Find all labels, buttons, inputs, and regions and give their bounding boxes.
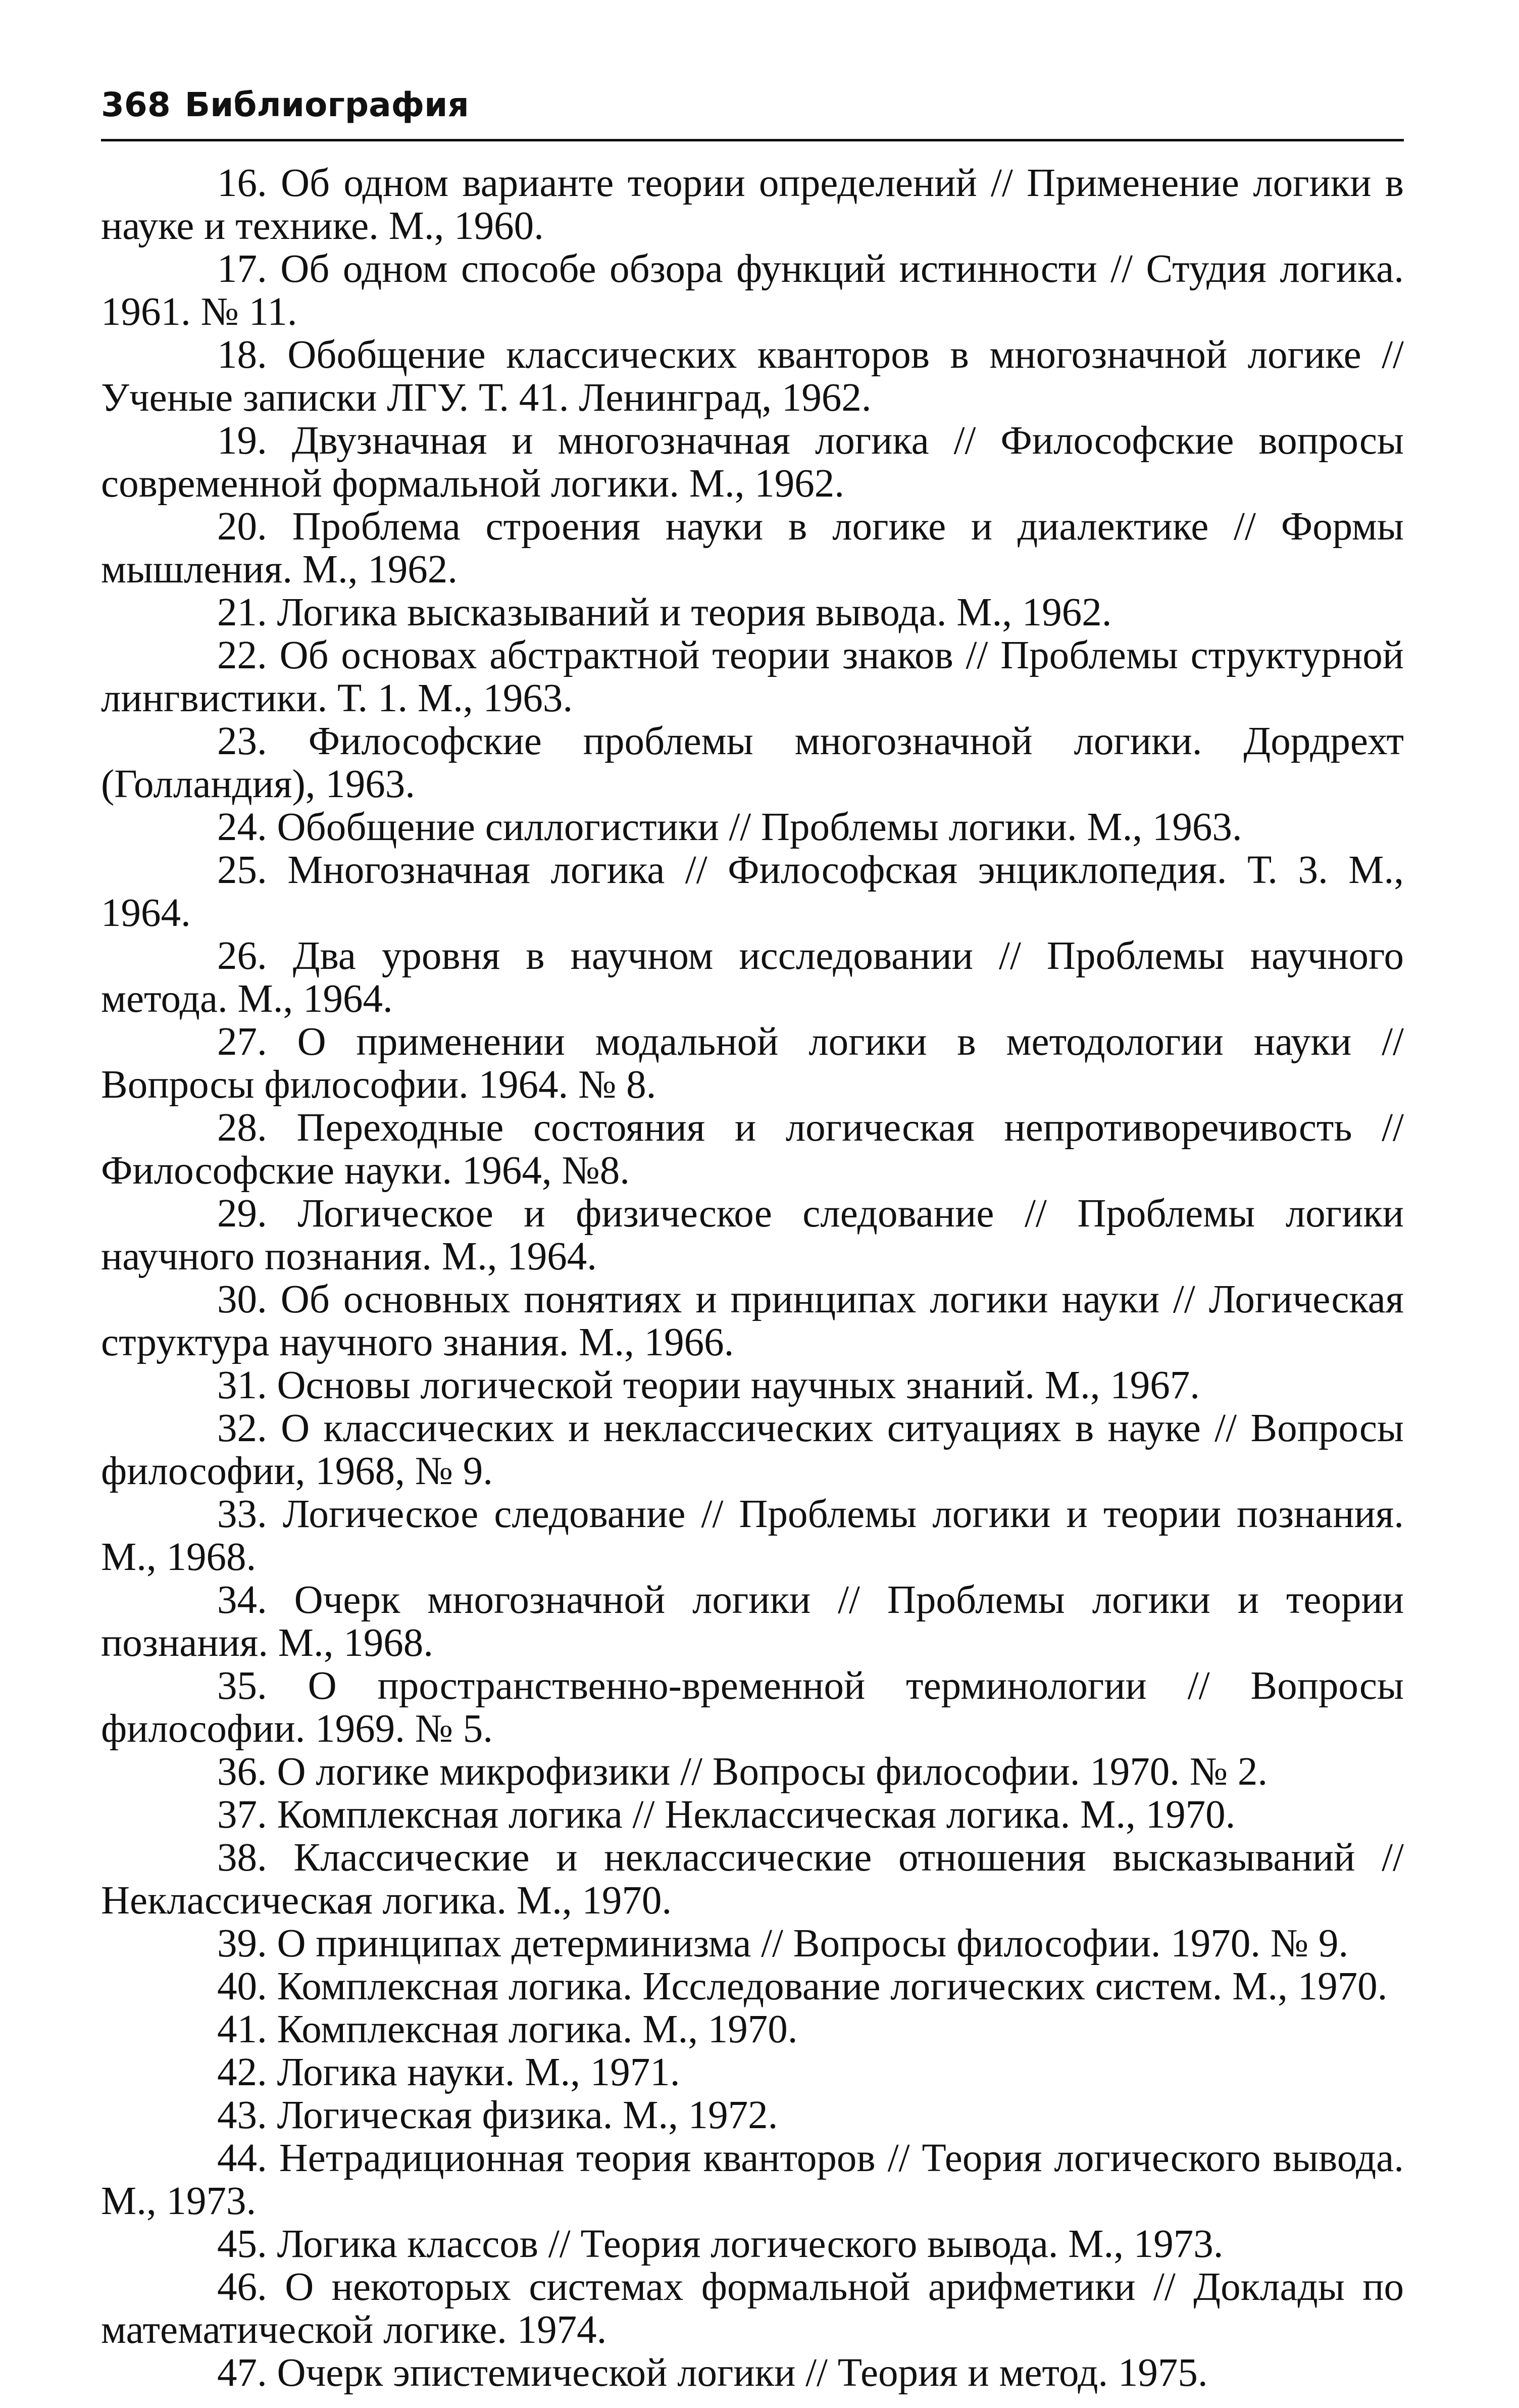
bibliography-entry: 21. Логика высказываний и теория вывода. М., 1962. — [217, 591, 1112, 634]
bibliography-entry: 18. Обобщение классических кванторов в многозначной логике // Ученые записки ЛГУ. Т. 41. Ленинград, 1962. — [101, 333, 1404, 420]
bibliography-entry: 40. Комплексная логика. Исследование логических систем. М., 1970. — [217, 1964, 1388, 2008]
bibliography-entry: 43. Логическая физика. М., 1972. — [217, 2093, 778, 2137]
page-number: 368 — [101, 85, 171, 124]
bibliography-entry: 28. Переходные состояния и логическая непротиворечивость // Философские науки. 1964, №8. — [101, 1106, 1404, 1193]
bibliography-entry: 17. Об одном способе обзора функций истинности // Студия логика. 1961. № 11. — [101, 247, 1404, 334]
bibliography-entry: 34. Очерк многозначной логики // Проблемы логики и теории познания. М., 1968. — [101, 1578, 1404, 1665]
bibliography-entry: 47. Очерк эпистемической логики // Теория и метод. 1975. — [217, 2351, 1208, 2395]
section-title: Библиография — [184, 85, 469, 124]
bibliography-entry: 39. О принципах детерминизма // Вопросы философии. 1970. № 9. — [217, 1922, 1349, 1965]
bibliography-entry: 26. Два уровня в научном исследовании // Проблемы научного метода. М., 1964. — [101, 934, 1404, 1021]
bibliography-entry: 37. Комплексная логика // Неклассическая логика. М., 1970. — [217, 1793, 1236, 1837]
bibliography-entry: 31. Основы логической теории научных знаний. М., 1967. — [217, 1363, 1200, 1407]
bibliography-entry: 46. О некоторых системах формальной арифметики // Доклады по математической логике. 1974. — [101, 2265, 1404, 2352]
bibliography-entry: 16. Об одном варианте теории определений // Применение логики в науке и технике. М., 1960. — [101, 161, 1404, 248]
bibliography-entry: 20. Проблема строения науки в логике и диалектике // Формы мышления. М., 1962. — [101, 505, 1404, 592]
bibliography-entry: 30. Об основных понятиях и принципах логики науки // Логическая структура научного знания. М., 1966. — [101, 1277, 1404, 1364]
bibliography-entry: 44. Нетрадиционная теория кванторов // Теория логического вывода. М., 1973. — [101, 2136, 1404, 2223]
bibliography-entry: 25. Многозначная логика // Философская энциклопедия. Т. 3. М., 1964. — [101, 848, 1404, 935]
running-head — [101, 85, 1404, 141]
bibliography-entry: 27. О применении модальной логики в методологии науки // Вопросы философии. 1964. № 8. — [101, 1020, 1404, 1107]
bibliography-entry: 32. О классических и неклассических ситуациях в науке // Вопросы философии, 1968, № 9. — [101, 1406, 1404, 1493]
bibliography-entry: 33. Логическое следование // Проблемы логики и теории познания. М., 1968. — [101, 1492, 1404, 1579]
bibliography-entry: 24. Обобщение силлогистики // Проблемы логики. М., 1963. — [217, 805, 1242, 849]
bibliography-entry: 19. Двузначная и многозначная логика // Философские вопросы современной формальной логики. М., 1962. — [101, 419, 1404, 506]
bibliography-entry: 38. Классические и неклассические отношения высказываний // Неклассическая логика. М., 1970. — [101, 1836, 1404, 1923]
bibliography-list — [101, 162, 1404, 2394]
bibliography-entry: 45. Логика классов // Теория логического вывода. М., 1973. — [217, 2222, 1224, 2266]
bibliography-entry: 22. Об основах абстрактной теории знаков // Проблемы структурной лингвистики. Т. 1. М., 1963. — [101, 633, 1404, 720]
bibliography-entry: 42. Логика науки. М., 1971. — [217, 2050, 680, 2094]
bibliography-entry: 23. Философские проблемы многозначной логики. Дордрехт (Голландия), 1963. — [101, 719, 1404, 806]
book-page — [101, 85, 1404, 2395]
bibliography-entry: 35. О пространственно-временной терминологии // Вопросы философии. 1969. № 5. — [101, 1664, 1404, 1751]
bibliography-entry: 41. Комплексная логика. М., 1970. — [217, 2007, 798, 2051]
bibliography-entry: 29. Логическое и физическое следование // Проблемы логики научного познания. М., 1964. — [101, 1192, 1404, 1279]
bibliography-entry: 36. О логике микрофизики // Вопросы философии. 1970. № 2. — [217, 1750, 1268, 1794]
